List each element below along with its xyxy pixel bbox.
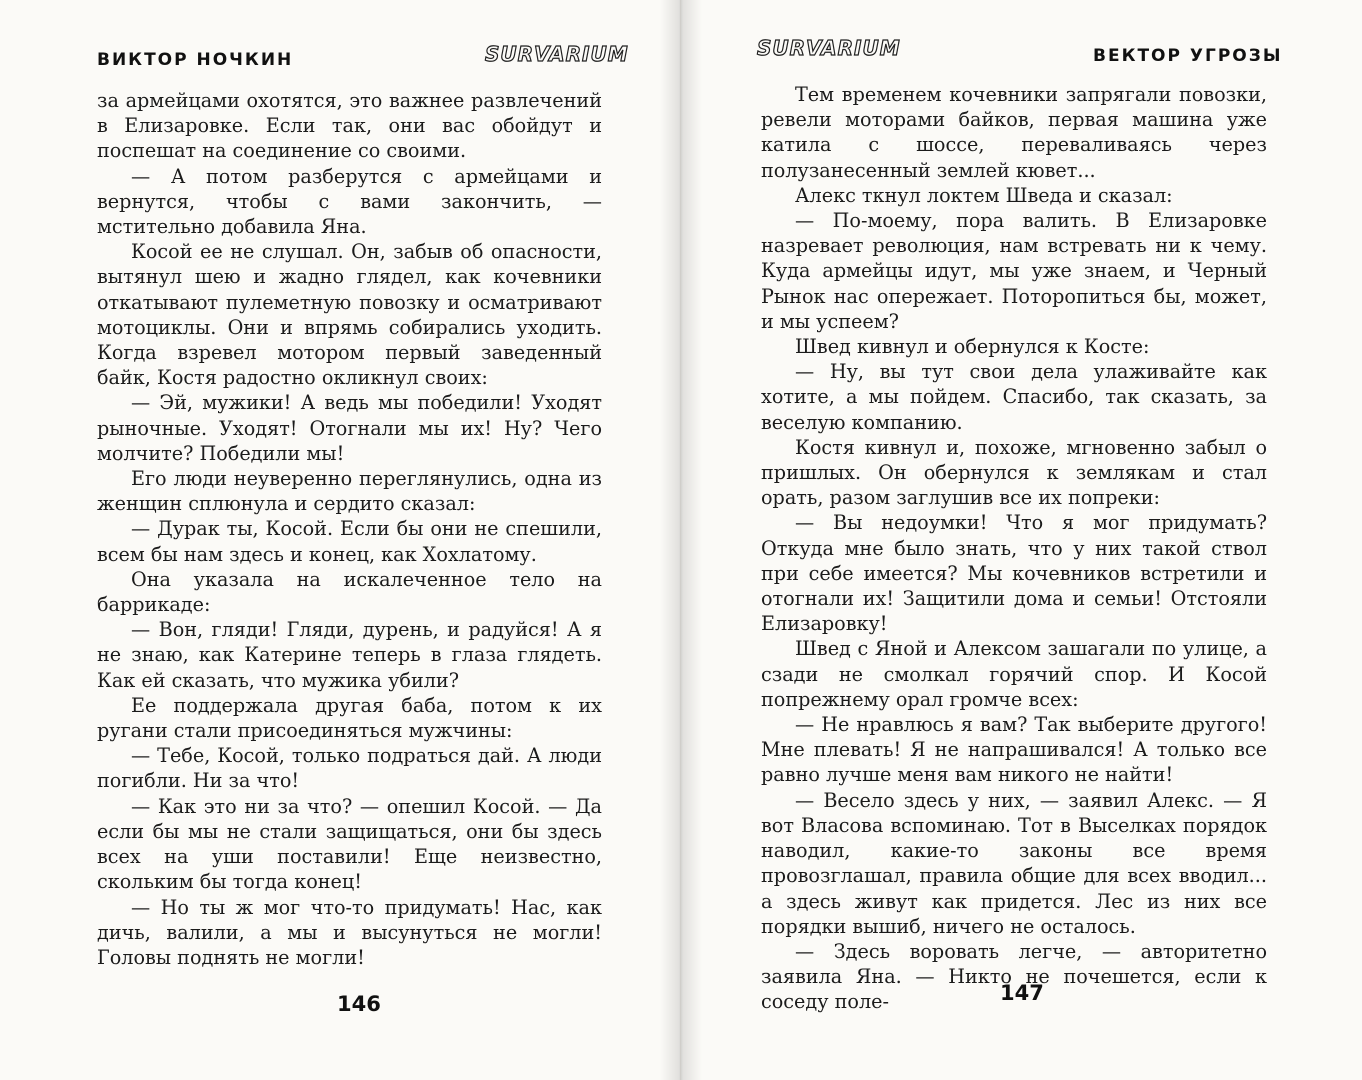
left-page: [0, 0, 680, 1080]
left-body-text: [97, 88, 602, 970]
author-running-head: ВИКТОР НОЧКИН: [97, 50, 294, 70]
paragraph: — Вы недоумки! Что я мог придумать? Откуда мне было знать, что у них такой ствол при себе имеется? Мы кочевников встретили и отогнали их! Защитили дома и семьи! Отстояли Елизаровку!: [761, 511, 1267, 636]
paragraph: Алекс ткнул локтем Шведа и сказал:: [795, 183, 1173, 207]
paragraph: — По-моему, пора валить. В Елизаровке назревает революция, нам встревать ни к чему. Куда армейцы идут, мы уже знаем, и Черный Рынок нас опережает. Поторопиться бы, может, и мы успеем?: [761, 209, 1267, 333]
title-running-head: ВЕКТОР УГРОЗЫ: [1093, 46, 1283, 66]
page-number: 146: [337, 992, 381, 1016]
survarium-logo: SURVARIUM: [485, 42, 629, 66]
paragraph: — Здесь воровать легче, — авторитетно заявила Яна. — Никто не почешется, если к соседу поле-: [761, 939, 1267, 1014]
right-page: [681, 0, 1362, 1080]
paragraph: за армейцами охотятся, это важнее развлечений в Елизаровке. Если так, они вас обойдут и поспешат на соединение со своими.: [97, 89, 602, 163]
right-body-text: [761, 82, 1267, 1015]
paragraph: Швед с Яной и Алексом зашагали по улице, а сзади не смолкал горячий спор. И Косой попрежнему орал громче всех:: [761, 637, 1267, 711]
paragraph: — Дурак ты, Косой. Если бы они не спешили, всем бы нам здесь и конец, как Хохлатому.: [97, 517, 602, 566]
paragraph: Косой ее не слушал. Он, забыв об опасности, вытянул шею и жадно глядел, как кочевники откатывают пулеметную повозку и осматривают мотоциклы. Они и впрямь собирались уходить. Когда взревел мотором первый заведенный байк, Костя радостно окликнул своих:: [97, 240, 602, 390]
paragraph: — Но ты ж мог что-то придумать! Нас, как дичь, валили, а мы и высунуться не могли! Головы поднять не могли!: [97, 895, 602, 969]
paragraph: — Ну, вы тут свои дела улаживайте как хотите, а мы пойдем. Спасибо, так сказать, за веселую компанию.: [761, 360, 1267, 434]
paragraph: — Вон, гляди! Гляди, дурень, и радуйся! А я не знаю, как Катерине теперь в глаза глядеть. Как ей сказать, что мужика убили?: [97, 618, 602, 692]
paragraph: Она указала на искалеченное тело на баррикаде:: [97, 567, 602, 617]
survarium-logo: SURVARIUM: [757, 36, 901, 60]
paragraph: — Весело здесь у них, — заявил Алекс. — Я вот Власова вспоминаю. Тот в Выселках порядок наводил, какие-то законы все время провозглашал, правила общие для всех вводил... а здесь живут как придется. Лес из них все порядки вышиб, ничего не осталось.: [761, 788, 1267, 938]
page-number: 147: [1000, 981, 1044, 1005]
paragraph: — Как это ни за что? — опешил Косой. — Да если бы мы не стали защищаться, они бы здесь всех на уши поставили! Еще неизвестно, скольким бы тогда конец!: [97, 794, 602, 894]
paragraph: Костя кивнул и, похоже, мгновенно забыл о пришлых. Он обернулся к землякам и стал орать, разом заглушив все их попреки:: [761, 435, 1267, 510]
paragraph: Швед кивнул и обернулся к Косте:: [795, 335, 1150, 359]
book-gutter-shadow: [660, 0, 702, 1080]
paragraph: — Эй, мужики! А ведь мы победили! Уходят рыночные. Уходят! Отогнали мы их! Ну? Чего молчите? Победили мы!: [97, 391, 602, 465]
paragraph: Ее поддержала другая баба, потом к их ругани стали присоединяться мужчины:: [97, 693, 602, 743]
paragraph: Его люди неуверенно переглянулись, одна из женщин сплюнула и сердито сказал:: [97, 467, 602, 516]
paragraph: — Тебе, Косой, только подраться дай. А люди погибли. Ни за что!: [97, 744, 602, 793]
paragraph: — А потом разберутся с армейцами и вернутся, чтобы с вами закончить, — мстительно добавила Яна.: [97, 164, 602, 239]
paragraph: — Не нравлюсь я вам? Так выберите другого! Мне плевать! Я не напрашивался! А только все равно лучше меня вам никого не найти!: [761, 713, 1267, 787]
paragraph: Тем временем кочевники запрягали повозки, ревели моторами байков, первая машина уже катила с шоссе, переваливаясь через полузанесенный землей кювет...: [761, 83, 1267, 182]
